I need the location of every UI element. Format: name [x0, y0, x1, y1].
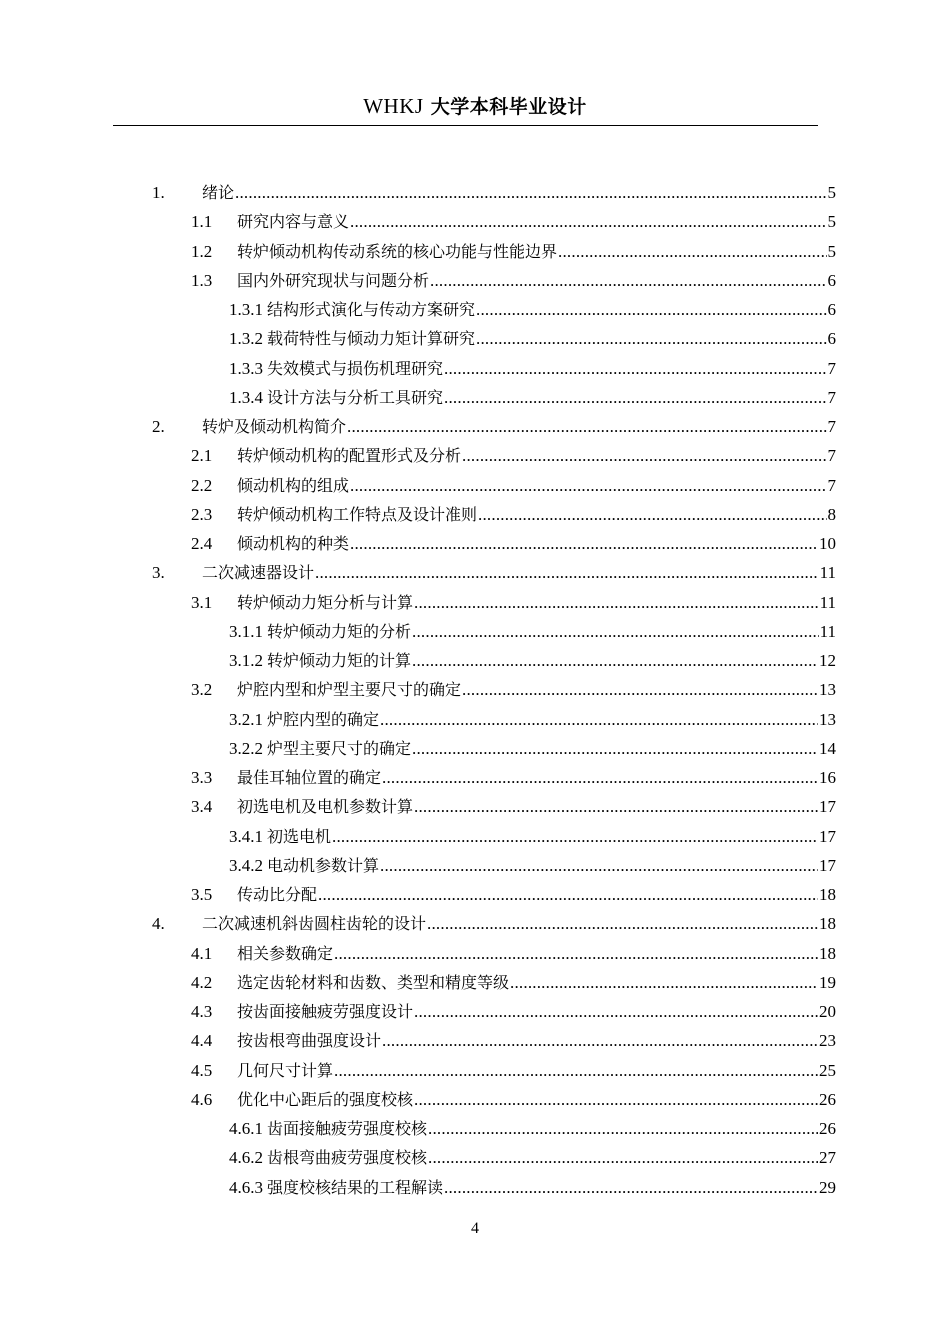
- toc-number: 3.4: [191, 797, 213, 817]
- toc-dot-leader: [428, 1148, 818, 1168]
- toc-dot-leader: [558, 242, 826, 262]
- toc-entry[interactable]: [191, 239, 836, 265]
- toc-number: 4.: [152, 914, 165, 934]
- toc-title: 转炉倾动力矩的计算: [267, 651, 412, 670]
- toc-number: 4.5: [191, 1060, 213, 1080]
- toc-entry[interactable]: [191, 590, 836, 616]
- toc-dot-leader: [414, 797, 818, 817]
- toc-dot-leader: [347, 417, 826, 437]
- toc-title: 电动机参数计算: [267, 855, 380, 875]
- toc-entry[interactable]: [191, 999, 836, 1025]
- toc-number: 4.6.2: [229, 1148, 263, 1168]
- toc-entry[interactable]: [152, 560, 836, 586]
- toc-entry[interactable]: [229, 356, 836, 382]
- toc-title: 相关参数确定: [237, 943, 334, 963]
- toc-number: 1.3.3: [229, 358, 263, 378]
- toc-page-number: 5: [827, 183, 836, 202]
- toc-dot-leader: [318, 885, 818, 905]
- toc-entry[interactable]: [152, 414, 836, 440]
- toc-page-number: 23: [819, 1031, 836, 1051]
- toc-title: 转炉及倾动机构简介: [202, 417, 347, 436]
- toc-number: 1.2: [191, 241, 213, 261]
- toc-number: 3.4.2: [229, 855, 263, 875]
- toc-title: 初选电机: [267, 826, 332, 846]
- toc-page-number: 17: [819, 797, 836, 817]
- toc-page-number: 11: [819, 563, 836, 583]
- toc-title: 国内外研究现状与问题分析: [237, 270, 430, 290]
- toc-number: 3.2.2: [229, 738, 263, 758]
- toc-title: 结构形式演化与传动方案研究: [267, 300, 476, 319]
- toc-number: 4.6: [191, 1089, 213, 1109]
- toc-page-number: 7: [827, 446, 836, 466]
- toc-number: 4.3: [191, 1002, 213, 1021]
- toc-page-number: 27: [819, 1148, 836, 1168]
- toc-title: 优化中心距后的强度校核: [237, 1089, 414, 1109]
- toc-dot-leader: [332, 827, 818, 847]
- toc-dot-leader: [478, 505, 826, 525]
- toc-entry[interactable]: [191, 941, 836, 967]
- toc-page-number: 11: [819, 592, 836, 612]
- toc-entry[interactable]: [191, 443, 836, 469]
- toc-number: 4.4: [191, 1031, 213, 1051]
- toc-dot-leader: [427, 914, 818, 934]
- toc-page-number: 29: [819, 1177, 836, 1197]
- header-rule: [113, 125, 818, 126]
- toc-dot-leader: [412, 622, 819, 642]
- toc-title: 二次减速机斜齿圆柱齿轮的设计: [202, 914, 427, 934]
- toc-number: 4.2: [191, 972, 213, 992]
- toc-title: 几何尺寸计算: [237, 1060, 334, 1080]
- toc-page-number: 18: [819, 885, 836, 904]
- toc-dot-leader: [414, 1090, 818, 1110]
- toc-entry[interactable]: [191, 1058, 836, 1084]
- toc-number: 3.5: [191, 885, 213, 904]
- toc-page-number: 20: [819, 1002, 836, 1021]
- toc-dot-leader: [382, 1031, 818, 1051]
- page-number: 4: [471, 1220, 479, 1237]
- toc-number: 2.: [152, 417, 165, 436]
- toc-title: 齿面接触疲劳强度校核: [267, 1119, 428, 1138]
- toc-number: 2.2: [191, 475, 213, 495]
- toc-entry[interactable]: [191, 1087, 836, 1113]
- toc-dot-leader: [462, 446, 826, 466]
- toc-page-number: 26: [819, 1119, 836, 1138]
- toc-number: 4.6.3: [229, 1177, 263, 1197]
- toc-entry[interactable]: [191, 765, 836, 791]
- toc-number: 4.1: [191, 943, 213, 963]
- toc-entry[interactable]: [229, 1175, 836, 1201]
- toc-number: 2.4: [191, 534, 213, 553]
- toc-number: 3.1.2: [229, 651, 263, 670]
- toc-page-number: 6: [827, 300, 836, 319]
- toc-title: 按齿根弯曲强度设计: [237, 1031, 382, 1051]
- toc-title: 按齿面接触疲劳强度设计: [237, 1002, 414, 1021]
- toc-page-number: 25: [819, 1060, 836, 1080]
- toc-number: 1.3: [191, 270, 213, 290]
- toc-page-number: 19: [819, 972, 836, 992]
- toc-entry[interactable]: [191, 531, 836, 557]
- toc-page-number: 8: [827, 504, 836, 524]
- toc-number: 1.: [152, 183, 165, 202]
- toc-dot-leader: [350, 534, 818, 554]
- toc-page-number: 18: [819, 914, 836, 934]
- toc-page-number: 14: [819, 738, 836, 758]
- toc-dot-leader: [334, 944, 818, 964]
- toc-dot-leader: [414, 593, 819, 613]
- toc-title: 二次减速器设计: [202, 563, 315, 583]
- toc-page-number: 7: [827, 387, 836, 407]
- toc-title: 炉型主要尺寸的确定: [267, 738, 412, 758]
- toc-entry[interactable]: [191, 473, 836, 499]
- toc-page-number: 13: [819, 709, 836, 729]
- toc-entry[interactable]: [152, 911, 836, 937]
- toc-page-number: 18: [819, 943, 836, 963]
- toc-number: 3.: [152, 563, 165, 583]
- toc-title: 转炉倾动力矩分析与计算: [237, 592, 414, 612]
- toc-dot-leader: [350, 476, 826, 496]
- toc-title: 初选电机及电机参数计算: [237, 797, 414, 817]
- toc-number: 1.3.2: [229, 329, 263, 349]
- toc-page-number: 5: [827, 241, 836, 261]
- toc-dot-leader: [444, 388, 826, 408]
- toc-dot-leader: [350, 212, 826, 232]
- toc-entry[interactable]: [229, 736, 836, 762]
- toc-dot-leader: [476, 300, 826, 320]
- toc-entry[interactable]: [191, 502, 836, 528]
- toc-entry[interactable]: [229, 1116, 836, 1142]
- toc-dot-leader: [380, 710, 818, 730]
- page-header: [0, 92, 950, 119]
- toc-number: 4.6.1: [229, 1119, 263, 1138]
- toc-title: 倾动机构的种类: [237, 534, 350, 553]
- toc-entry[interactable]: [229, 853, 836, 879]
- toc-entry[interactable]: [229, 707, 836, 733]
- toc-dot-leader: [315, 563, 819, 583]
- toc-entry[interactable]: [191, 209, 836, 235]
- toc-dot-leader: [334, 1061, 818, 1081]
- toc-title: 炉腔内型和炉型主要尺寸的确定: [237, 680, 462, 700]
- toc-dot-leader: [444, 1178, 818, 1198]
- toc-page-number: 11: [819, 621, 836, 641]
- toc-title: 转炉倾动机构传动系统的核心功能与性能边界: [237, 241, 558, 261]
- toc-dot-leader: [380, 856, 818, 876]
- toc-number: 3.1: [191, 592, 213, 612]
- toc-title: 传动比分配: [237, 885, 318, 904]
- toc-page-number: 5: [827, 212, 836, 232]
- toc-page-number: 7: [827, 417, 836, 436]
- toc-page-number: 16: [819, 768, 836, 787]
- header-latin: WHKJ: [363, 94, 424, 118]
- toc-dot-leader: [412, 651, 818, 671]
- toc-title: 绪论: [202, 183, 235, 202]
- toc-title: 设计方法与分析工具研究: [267, 387, 444, 407]
- toc-entry[interactable]: [229, 824, 836, 850]
- toc-dot-leader: [430, 271, 826, 291]
- toc-dot-leader: [412, 739, 818, 759]
- toc-entry[interactable]: [229, 326, 836, 352]
- toc-title: 转炉倾动力矩的分析: [267, 621, 412, 641]
- toc-entry[interactable]: [229, 648, 836, 674]
- toc-number: 2.1: [191, 446, 213, 466]
- toc-title: 转炉倾动机构工作特点及设计准则: [237, 504, 478, 524]
- toc-dot-leader: [235, 183, 826, 203]
- toc-dot-leader: [510, 973, 818, 993]
- toc-title: 炉腔内型的确定: [267, 709, 380, 729]
- toc-title: 倾动机构的组成: [237, 475, 350, 495]
- toc-entry[interactable]: [191, 268, 836, 294]
- toc-title: 选定齿轮材料和齿数、类型和精度等级: [237, 972, 510, 992]
- toc-number: 3.2: [191, 680, 213, 700]
- toc-title: 失效模式与损伤机理研究: [267, 358, 444, 378]
- toc-entry[interactable]: [229, 1145, 836, 1171]
- toc-entry[interactable]: [152, 180, 836, 206]
- toc-page-number: 6: [827, 270, 836, 290]
- toc-dot-leader: [414, 1002, 818, 1022]
- toc-dot-leader: [462, 680, 818, 700]
- toc-number: 1.3.1: [229, 300, 263, 319]
- toc-page-number: 7: [827, 475, 836, 495]
- toc-page-number: 26: [819, 1089, 836, 1109]
- toc-dot-leader: [444, 359, 826, 379]
- toc-title: 齿根弯曲疲劳强度校核: [267, 1148, 428, 1168]
- toc-page-number: 6: [827, 329, 836, 349]
- toc-dot-leader: [428, 1119, 818, 1139]
- toc-entry[interactable]: [191, 882, 836, 908]
- toc-number: 1.3.4: [229, 387, 263, 407]
- toc-entry[interactable]: [191, 794, 836, 820]
- toc-page-number: 13: [819, 680, 836, 700]
- toc-page-number: 17: [819, 826, 836, 846]
- toc-entry[interactable]: [191, 677, 836, 703]
- toc-title: 最佳耳轴位置的确定: [237, 768, 382, 787]
- toc-entry[interactable]: [191, 1028, 836, 1054]
- toc-number: 3.2.1: [229, 709, 263, 729]
- header-title: 大学本科毕业设计: [430, 96, 587, 118]
- toc-title: 强度校核结果的工程解读: [267, 1177, 444, 1197]
- toc-number: 3.4.1: [229, 826, 263, 846]
- toc-title: 载荷特性与倾动力矩计算研究: [267, 329, 476, 349]
- toc-title: 研究内容与意义: [237, 212, 350, 232]
- toc-page-number: 12: [819, 651, 836, 670]
- toc-page-number: 7: [827, 358, 836, 378]
- toc-entry[interactable]: [229, 385, 836, 411]
- toc-number: 3.3: [191, 768, 213, 787]
- toc-number: 1.1: [191, 212, 213, 232]
- toc-entry[interactable]: [229, 619, 836, 645]
- toc-title: 转炉倾动机构的配置形式及分析: [237, 446, 462, 466]
- toc-number: 2.3: [191, 504, 213, 524]
- toc-entry[interactable]: [191, 970, 836, 996]
- toc-number: 3.1.1: [229, 621, 263, 641]
- toc-dot-leader: [476, 329, 826, 349]
- toc-page-number: 17: [819, 855, 836, 875]
- toc-page-number: 10: [819, 534, 836, 553]
- toc-entry[interactable]: [229, 297, 836, 323]
- toc-dot-leader: [382, 768, 818, 788]
